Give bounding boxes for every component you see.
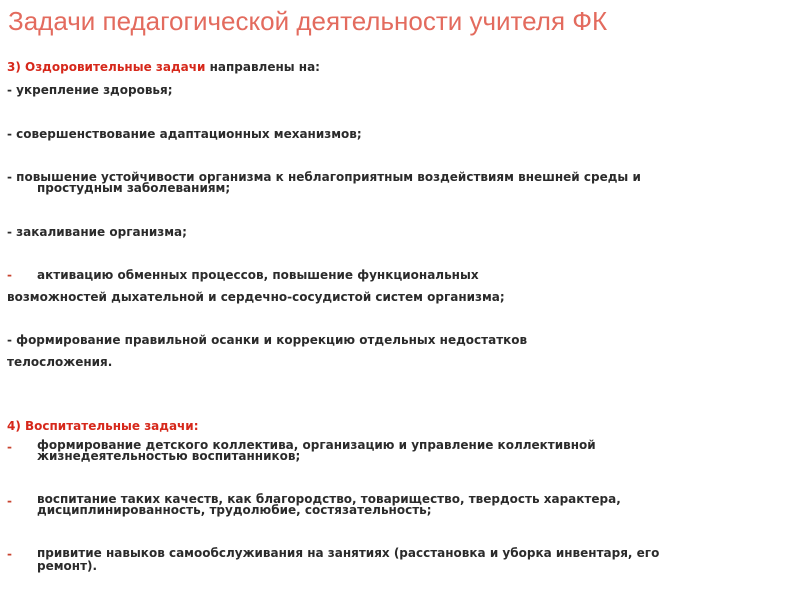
list-item-health: - укрепление здоровья;	[7, 83, 173, 97]
section3-heading: 3) Оздоровительные задачи	[7, 60, 206, 74]
section3-heading-rest: направлены на:	[205, 60, 320, 74]
list-item-hardening: - закаливание организма;	[7, 225, 187, 239]
bullet-dash: -	[7, 268, 12, 282]
list-item-line: жизнедеятельностью воспитанников;	[37, 449, 301, 463]
bullet-dash: -	[7, 494, 12, 508]
list-item-adaptation: - совершенствование адаптационных механизмов;	[7, 127, 362, 141]
section4-heading: 4) Воспитательные задачи:	[7, 419, 199, 433]
list-item-collective	[37, 440, 596, 462]
list-item-posture: - формирование правильной осанки и коррекцию отдельных недостатков	[7, 333, 528, 347]
list-item-qualities	[37, 494, 621, 516]
list-item-resistance: - повышение устойчивости организма к неблагоприятным воздействиям внешней среды и	[7, 170, 641, 184]
list-item-selfcare	[37, 547, 659, 573]
section3-heading-line	[7, 60, 320, 74]
bullet-dash: -	[7, 547, 12, 561]
list-item-line: дисциплинированность, трудолюбие, состязательность;	[37, 503, 432, 517]
slide-title: Задачи педагогической деятельности учителя ФК	[8, 6, 608, 36]
list-item-metabolism: активацию обменных процессов, повышение функциональных	[37, 268, 479, 282]
list-item-metabolism-cont: возможностей дыхательной и сердечно-сосудистой систем организма;	[7, 290, 505, 304]
bullet-dash: -	[7, 440, 12, 454]
list-item-posture-cont: телосложения.	[7, 355, 113, 369]
list-item-line: привитие навыков самообслуживания на занятиях (расстановка и уборка инвентаря, его	[37, 546, 660, 560]
list-item-resistance-cont: простудным заболеваниям;	[37, 181, 231, 195]
list-item-line: ремонт).	[37, 559, 98, 573]
list-item-line: воспитание таких качеств, как благородство, товарищество, твердость характера,	[37, 492, 621, 506]
list-item-line: формирование детского коллектива, организацию и управление коллективной	[37, 438, 596, 452]
